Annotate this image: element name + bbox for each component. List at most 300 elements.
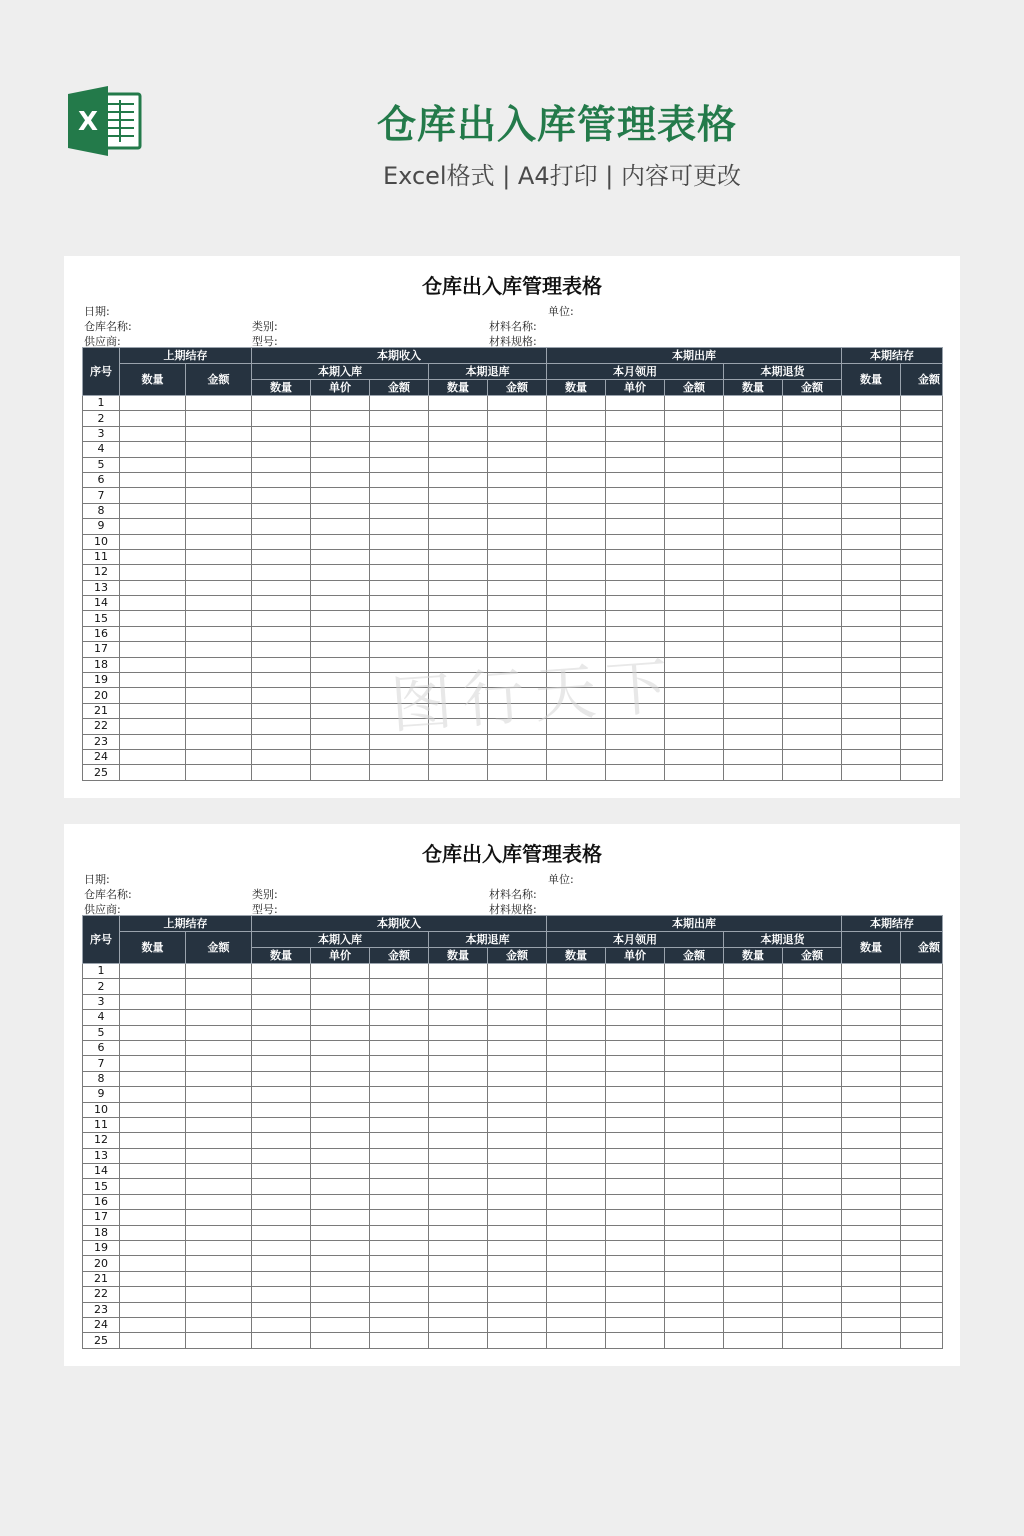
table-cell[interactable] [370,1102,429,1117]
table-cell[interactable] [606,964,665,979]
table-cell[interactable] [488,1287,547,1302]
table-cell[interactable] [429,596,488,611]
table-cell[interactable] [120,1087,186,1102]
table-cell[interactable] [606,1133,665,1148]
table-cell[interactable] [665,1117,724,1132]
table-cell[interactable] [252,1271,311,1286]
table-cell[interactable] [488,1133,547,1148]
table-cell[interactable] [370,994,429,1009]
table-cell[interactable] [429,1194,488,1209]
table-cell[interactable] [901,426,943,441]
table-cell[interactable] [665,488,724,503]
table-cell[interactable] [429,1179,488,1194]
table-cell[interactable] [488,1317,547,1332]
table-cell[interactable] [842,1302,901,1317]
table-cell[interactable] [783,765,842,780]
table-cell[interactable] [606,1010,665,1025]
table-cell[interactable] [724,1102,783,1117]
table-cell[interactable] [783,1010,842,1025]
table-cell[interactable] [120,457,186,472]
table-cell[interactable] [186,688,252,703]
table-cell[interactable] [547,580,606,595]
table-cell[interactable] [120,549,186,564]
table-cell[interactable] [783,1287,842,1302]
table-cell[interactable] [186,1179,252,1194]
table-cell[interactable] [488,472,547,487]
table-cell[interactable] [783,1040,842,1055]
table-cell[interactable] [120,442,186,457]
table-cell[interactable] [186,673,252,688]
table-cell[interactable] [783,611,842,626]
table-cell[interactable] [252,703,311,718]
table-cell[interactable] [665,426,724,441]
table-cell[interactable] [252,1133,311,1148]
table-cell[interactable] [488,396,547,411]
table-cell[interactable] [842,964,901,979]
table-cell[interactable] [252,534,311,549]
table-cell[interactable] [311,657,370,672]
table-cell[interactable] [488,1087,547,1102]
table-cell[interactable] [783,549,842,564]
table-cell[interactable] [429,1148,488,1163]
table-cell[interactable] [252,472,311,487]
table-cell[interactable] [842,1179,901,1194]
table-cell[interactable] [783,565,842,580]
table-cell[interactable] [311,688,370,703]
table-cell[interactable] [606,1087,665,1102]
table-cell[interactable] [186,657,252,672]
table-cell[interactable] [120,503,186,518]
table-cell[interactable] [901,565,943,580]
table-cell[interactable] [252,1056,311,1071]
table-cell[interactable] [120,979,186,994]
table-cell[interactable] [186,442,252,457]
table-cell[interactable] [783,488,842,503]
table-cell[interactable] [724,1317,783,1332]
table-cell[interactable] [606,1040,665,1055]
table-cell[interactable] [252,979,311,994]
table-cell[interactable] [186,1071,252,1086]
table-cell[interactable] [547,396,606,411]
table-cell[interactable] [311,1256,370,1271]
table-cell[interactable] [547,1210,606,1225]
table-cell[interactable] [901,1087,943,1102]
table-cell[interactable] [488,1333,547,1348]
table-cell[interactable] [901,488,943,503]
table-cell[interactable] [370,1317,429,1332]
table-cell[interactable] [783,1194,842,1209]
table-cell[interactable] [429,1010,488,1025]
table-cell[interactable] [429,1317,488,1332]
table-cell[interactable] [252,1241,311,1256]
table-cell[interactable] [488,534,547,549]
table-cell[interactable] [252,426,311,441]
table-cell[interactable] [252,519,311,534]
table-cell[interactable] [901,1333,943,1348]
table-cell[interactable] [724,673,783,688]
table-cell[interactable] [311,719,370,734]
table-cell[interactable] [252,964,311,979]
table-cell[interactable] [252,1210,311,1225]
table-cell[interactable] [724,626,783,641]
table-cell[interactable] [547,611,606,626]
table-cell[interactable] [252,1040,311,1055]
table-cell[interactable] [901,734,943,749]
table-cell[interactable] [311,442,370,457]
table-cell[interactable] [842,1241,901,1256]
table-cell[interactable] [311,472,370,487]
table-cell[interactable] [606,1287,665,1302]
table-cell[interactable] [724,1117,783,1132]
table-cell[interactable] [606,1210,665,1225]
table-cell[interactable] [724,1179,783,1194]
table-cell[interactable] [842,488,901,503]
table-cell[interactable] [120,488,186,503]
table-cell[interactable] [252,1333,311,1348]
table-cell[interactable] [547,1148,606,1163]
table-cell[interactable] [120,426,186,441]
table-cell[interactable] [186,488,252,503]
table-cell[interactable] [724,488,783,503]
table-cell[interactable] [665,1210,724,1225]
table-cell[interactable] [724,994,783,1009]
table-cell[interactable] [311,994,370,1009]
table-cell[interactable] [429,1241,488,1256]
table-cell[interactable] [186,1225,252,1240]
table-cell[interactable] [429,1025,488,1040]
table-cell[interactable] [842,703,901,718]
table-cell[interactable] [842,1210,901,1225]
table-cell[interactable] [724,596,783,611]
table-cell[interactable] [842,1333,901,1348]
table-cell[interactable] [842,749,901,764]
table-cell[interactable] [842,565,901,580]
table-cell[interactable] [665,1271,724,1286]
table-cell[interactable] [429,1087,488,1102]
table-cell[interactable] [311,457,370,472]
table-cell[interactable] [842,719,901,734]
table-cell[interactable] [901,457,943,472]
table-cell[interactable] [488,1025,547,1040]
table-cell[interactable] [429,457,488,472]
table-cell[interactable] [429,1133,488,1148]
table-cell[interactable] [429,1102,488,1117]
table-cell[interactable] [842,596,901,611]
table-cell[interactable] [252,1148,311,1163]
table-cell[interactable] [311,1025,370,1040]
table-cell[interactable] [901,472,943,487]
table-cell[interactable] [252,1179,311,1194]
table-cell[interactable] [724,749,783,764]
table-cell[interactable] [547,1287,606,1302]
table-cell[interactable] [665,1241,724,1256]
table-cell[interactable] [120,1302,186,1317]
table-cell[interactable] [724,472,783,487]
table-cell[interactable] [724,1287,783,1302]
table-cell[interactable] [901,1225,943,1240]
table-cell[interactable] [606,411,665,426]
table-cell[interactable] [252,411,311,426]
table-cell[interactable] [370,472,429,487]
table-cell[interactable] [842,1256,901,1271]
table-cell[interactable] [665,1333,724,1348]
table-cell[interactable] [311,1241,370,1256]
table-cell[interactable] [488,1194,547,1209]
table-cell[interactable] [724,565,783,580]
table-cell[interactable] [370,503,429,518]
table-cell[interactable] [252,688,311,703]
table-cell[interactable] [186,411,252,426]
table-cell[interactable] [901,1056,943,1071]
table-cell[interactable] [606,1117,665,1132]
table-cell[interactable] [606,1102,665,1117]
table-cell[interactable] [120,1010,186,1025]
table-cell[interactable] [311,673,370,688]
table-cell[interactable] [842,657,901,672]
table-cell[interactable] [186,964,252,979]
table-cell[interactable] [311,565,370,580]
table-cell[interactable] [724,1133,783,1148]
table-cell[interactable] [186,1117,252,1132]
table-cell[interactable] [120,1317,186,1332]
table-cell[interactable] [429,442,488,457]
table-cell[interactable] [901,994,943,1009]
table-cell[interactable] [606,765,665,780]
table-cell[interactable] [783,688,842,703]
table-cell[interactable] [724,979,783,994]
table-cell[interactable] [783,580,842,595]
table-cell[interactable] [901,1256,943,1271]
table-cell[interactable] [842,1117,901,1132]
table-cell[interactable] [901,396,943,411]
table-cell[interactable] [252,626,311,641]
table-cell[interactable] [120,688,186,703]
table-cell[interactable] [547,1302,606,1317]
table-cell[interactable] [842,580,901,595]
table-cell[interactable] [252,673,311,688]
table-cell[interactable] [606,1148,665,1163]
table-cell[interactable] [842,626,901,641]
table-cell[interactable] [370,1040,429,1055]
table-cell[interactable] [429,994,488,1009]
table-cell[interactable] [901,657,943,672]
table-cell[interactable] [547,1256,606,1271]
table-cell[interactable] [547,964,606,979]
table-cell[interactable] [665,1040,724,1055]
table-cell[interactable] [311,979,370,994]
table-cell[interactable] [120,626,186,641]
table-cell[interactable] [901,1102,943,1117]
table-cell[interactable] [429,472,488,487]
table-cell[interactable] [547,596,606,611]
table-cell[interactable] [724,1333,783,1348]
table-cell[interactable] [488,1010,547,1025]
table-cell[interactable] [488,626,547,641]
table-cell[interactable] [665,1194,724,1209]
table-cell[interactable] [370,765,429,780]
table-cell[interactable] [370,979,429,994]
table-cell[interactable] [783,673,842,688]
table-cell[interactable] [120,1287,186,1302]
table-cell[interactable] [547,1071,606,1086]
table-cell[interactable] [186,396,252,411]
table-cell[interactable] [842,1040,901,1055]
table-cell[interactable] [783,1179,842,1194]
table-cell[interactable] [606,979,665,994]
table-cell[interactable] [901,596,943,611]
table-cell[interactable] [547,1087,606,1102]
table-cell[interactable] [901,979,943,994]
table-cell[interactable] [724,1010,783,1025]
table-cell[interactable] [311,1317,370,1332]
table-cell[interactable] [186,503,252,518]
table-cell[interactable] [186,472,252,487]
table-cell[interactable] [370,1148,429,1163]
table-cell[interactable] [724,657,783,672]
table-cell[interactable] [724,642,783,657]
table-cell[interactable] [783,979,842,994]
table-cell[interactable] [370,1133,429,1148]
table-cell[interactable] [488,503,547,518]
table-cell[interactable] [665,411,724,426]
table-cell[interactable] [429,964,488,979]
table-cell[interactable] [665,472,724,487]
table-cell[interactable] [120,1102,186,1117]
table-cell[interactable] [120,1025,186,1040]
table-cell[interactable] [186,426,252,441]
table-cell[interactable] [665,1025,724,1040]
table-cell[interactable] [370,519,429,534]
table-cell[interactable] [606,734,665,749]
table-cell[interactable] [311,411,370,426]
table-cell[interactable] [665,503,724,518]
table-cell[interactable] [606,994,665,1009]
table-cell[interactable] [606,426,665,441]
table-cell[interactable] [901,1287,943,1302]
table-cell[interactable] [370,1256,429,1271]
table-cell[interactable] [547,994,606,1009]
table-cell[interactable] [429,1071,488,1086]
table-cell[interactable] [724,457,783,472]
table-cell[interactable] [429,519,488,534]
table-cell[interactable] [783,1071,842,1086]
table-cell[interactable] [488,1056,547,1071]
table-cell[interactable] [120,734,186,749]
table-cell[interactable] [665,519,724,534]
table-cell[interactable] [488,1271,547,1286]
table-cell[interactable] [252,1087,311,1102]
table-cell[interactable] [370,1241,429,1256]
table-cell[interactable] [606,1025,665,1040]
table-cell[interactable] [186,765,252,780]
table-cell[interactable] [429,1302,488,1317]
table-cell[interactable] [901,411,943,426]
table-cell[interactable] [665,1287,724,1302]
table-cell[interactable] [186,1087,252,1102]
table-cell[interactable] [186,1010,252,1025]
table-cell[interactable] [252,1117,311,1132]
table-cell[interactable] [370,1025,429,1040]
table-cell[interactable] [120,994,186,1009]
table-cell[interactable] [186,979,252,994]
table-cell[interactable] [842,503,901,518]
table-cell[interactable] [901,1025,943,1040]
table-cell[interactable] [606,472,665,487]
table-cell[interactable] [901,673,943,688]
table-cell[interactable] [370,442,429,457]
table-cell[interactable] [724,1087,783,1102]
table-cell[interactable] [370,964,429,979]
table-cell[interactable] [724,503,783,518]
table-cell[interactable] [252,611,311,626]
table-cell[interactable] [724,442,783,457]
table-cell[interactable] [429,749,488,764]
table-cell[interactable] [370,457,429,472]
table-cell[interactable] [783,1241,842,1256]
table-cell[interactable] [842,1071,901,1086]
table-cell[interactable] [724,1271,783,1286]
table-cell[interactable] [547,1164,606,1179]
table-cell[interactable] [311,1087,370,1102]
table-cell[interactable] [488,565,547,580]
table-cell[interactable] [311,503,370,518]
table-cell[interactable] [724,549,783,564]
table-cell[interactable] [186,1164,252,1179]
table-cell[interactable] [252,396,311,411]
table-cell[interactable] [120,1117,186,1132]
table-cell[interactable] [120,396,186,411]
table-cell[interactable] [429,1164,488,1179]
table-cell[interactable] [783,642,842,657]
table-cell[interactable] [488,964,547,979]
table-cell[interactable] [488,994,547,1009]
table-cell[interactable] [488,1210,547,1225]
table-cell[interactable] [724,1302,783,1317]
table-cell[interactable] [783,1333,842,1348]
table-cell[interactable] [842,457,901,472]
table-cell[interactable] [783,1271,842,1286]
table-cell[interactable] [901,1133,943,1148]
table-cell[interactable] [370,1164,429,1179]
table-cell[interactable] [488,411,547,426]
table-cell[interactable] [547,734,606,749]
table-cell[interactable] [901,549,943,564]
table-cell[interactable] [665,964,724,979]
table-cell[interactable] [311,1040,370,1055]
table-cell[interactable] [547,534,606,549]
table-cell[interactable] [783,719,842,734]
table-cell[interactable] [252,549,311,564]
table-cell[interactable] [665,1302,724,1317]
table-cell[interactable] [901,1271,943,1286]
table-cell[interactable] [606,749,665,764]
table-cell[interactable] [901,611,943,626]
table-cell[interactable] [120,1225,186,1240]
table-cell[interactable] [842,673,901,688]
table-cell[interactable] [665,611,724,626]
table-cell[interactable] [724,1056,783,1071]
table-cell[interactable] [901,1148,943,1163]
table-cell[interactable] [724,964,783,979]
table-cell[interactable] [120,1241,186,1256]
table-cell[interactable] [724,580,783,595]
table-cell[interactable] [488,519,547,534]
table-cell[interactable] [783,472,842,487]
table-cell[interactable] [186,1333,252,1348]
table-cell[interactable] [547,1102,606,1117]
table-cell[interactable] [901,1302,943,1317]
table-cell[interactable] [606,565,665,580]
